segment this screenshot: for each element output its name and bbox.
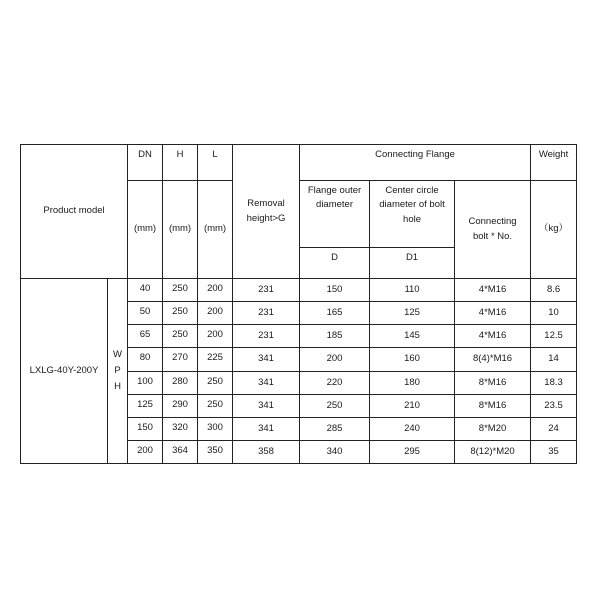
header-dn: DN — [128, 145, 163, 181]
cell-weight: 8.6 — [531, 279, 577, 302]
cell-h: 280 — [163, 372, 198, 395]
cell-bolt: 4*M16 — [455, 279, 531, 302]
cell-l: 200 — [198, 325, 233, 348]
cell-l: 350 — [198, 441, 233, 464]
cell-g: 231 — [233, 302, 300, 325]
cell-d1: 180 — [370, 372, 455, 395]
cell-h: 250 — [163, 302, 198, 325]
cell-dn: 80 — [128, 348, 163, 372]
cell-weight: 24 — [531, 418, 577, 441]
header-connecting-bolt-line2: bolt * No. — [472, 230, 513, 242]
cell-d1: 210 — [370, 395, 455, 418]
cell-weight: 18.3 — [531, 372, 577, 395]
spec-table — [20, 144, 577, 464]
cell-dn: 40 — [128, 279, 163, 302]
cell-l: 300 — [198, 418, 233, 441]
cell-g: 231 — [233, 279, 300, 302]
cell-d1: 145 — [370, 325, 455, 348]
header-weight-unit: （kg） — [531, 181, 577, 279]
cell-d: 220 — [300, 372, 370, 395]
cell-g: 341 — [233, 348, 300, 372]
header-connecting-flange: Connecting Flange — [300, 145, 531, 181]
header-flange-outer-line1: Flange outer — [307, 185, 362, 196]
cell-l: 200 — [198, 279, 233, 302]
header-center-circle-line1: Center circle — [385, 185, 439, 196]
header-center-circle-line3: hole — [403, 213, 421, 225]
header-product-model: Product model — [21, 145, 128, 279]
header-dn-unit: (mm) — [128, 181, 163, 279]
header-h-unit: (mm) — [163, 181, 198, 279]
header-center-circle-line2: diameter of bolt — [379, 199, 445, 211]
cell-bolt: 8*M16 — [455, 395, 531, 418]
cell-d1: 295 — [370, 441, 455, 464]
cell-d1: 125 — [370, 302, 455, 325]
header-connecting-bolt-line1: Connecting — [468, 216, 517, 228]
cell-weight: 10 — [531, 302, 577, 325]
cell-bolt: 4*M16 — [455, 302, 531, 325]
cell-g: 341 — [233, 372, 300, 395]
cell-dn: 125 — [128, 395, 163, 418]
cell-l: 200 — [198, 302, 233, 325]
header-center-circle-diameter — [370, 181, 455, 248]
cell-h: 250 — [163, 279, 198, 302]
cell-bolt: 8(12)*M20 — [455, 441, 531, 464]
cell-h: 364 — [163, 441, 198, 464]
header-connecting-bolt — [455, 181, 531, 279]
cell-l: 225 — [198, 348, 233, 372]
cell-weight: 12.5 — [531, 325, 577, 348]
cell-d: 340 — [300, 441, 370, 464]
header-removal-line2: height>G — [246, 212, 286, 224]
cell-d1: 240 — [370, 418, 455, 441]
cell-dn: 65 — [128, 325, 163, 348]
cell-d: 285 — [300, 418, 370, 441]
cell-d: 185 — [300, 325, 370, 348]
header-l-unit: (mm) — [198, 181, 233, 279]
cell-h: 250 — [163, 325, 198, 348]
cell-l: 250 — [198, 372, 233, 395]
header-l: L — [198, 145, 233, 181]
header-removal-height — [233, 145, 300, 279]
cell-dn: 50 — [128, 302, 163, 325]
cell-g: 341 — [233, 418, 300, 441]
cell-g: 358 — [233, 441, 300, 464]
header-flange-outer-line2: diameter — [316, 199, 353, 211]
table-row — [21, 279, 577, 302]
cell-bolt: 8*M16 — [455, 372, 531, 395]
header-h: H — [163, 145, 198, 181]
cell-d: 250 — [300, 395, 370, 418]
cell-g: 341 — [233, 395, 300, 418]
cell-bolt: 8(4)*M16 — [455, 348, 531, 372]
variant-letter: H — [114, 381, 121, 393]
cell-bolt: 4*M16 — [455, 325, 531, 348]
header-weight: Weight — [531, 145, 577, 181]
cell-h: 320 — [163, 418, 198, 441]
cell-weight: 35 — [531, 441, 577, 464]
cell-l: 250 — [198, 395, 233, 418]
cell-d: 165 — [300, 302, 370, 325]
cell-bolt: 8*M20 — [455, 418, 531, 441]
variant-group-cell — [108, 279, 128, 464]
variant-letter: P — [114, 364, 121, 376]
header-removal-line1: Removal — [247, 198, 285, 210]
cell-dn: 100 — [128, 372, 163, 395]
variant-letter: W — [113, 348, 122, 360]
cell-dn: 150 — [128, 418, 163, 441]
cell-d1: 110 — [370, 279, 455, 302]
cell-d1: 160 — [370, 348, 455, 372]
header-flange-outer-diameter — [300, 181, 370, 248]
cell-weight: 14 — [531, 348, 577, 372]
cell-g: 231 — [233, 325, 300, 348]
cell-d: 150 — [300, 279, 370, 302]
cell-h: 270 — [163, 348, 198, 372]
header-d: D — [300, 248, 370, 279]
product-model-cell: LXLG-40Y-200Y — [21, 279, 108, 464]
cell-dn: 200 — [128, 441, 163, 464]
header-d1: D1 — [370, 248, 455, 279]
cell-weight: 23.5 — [531, 395, 577, 418]
cell-d: 200 — [300, 348, 370, 372]
cell-h: 290 — [163, 395, 198, 418]
